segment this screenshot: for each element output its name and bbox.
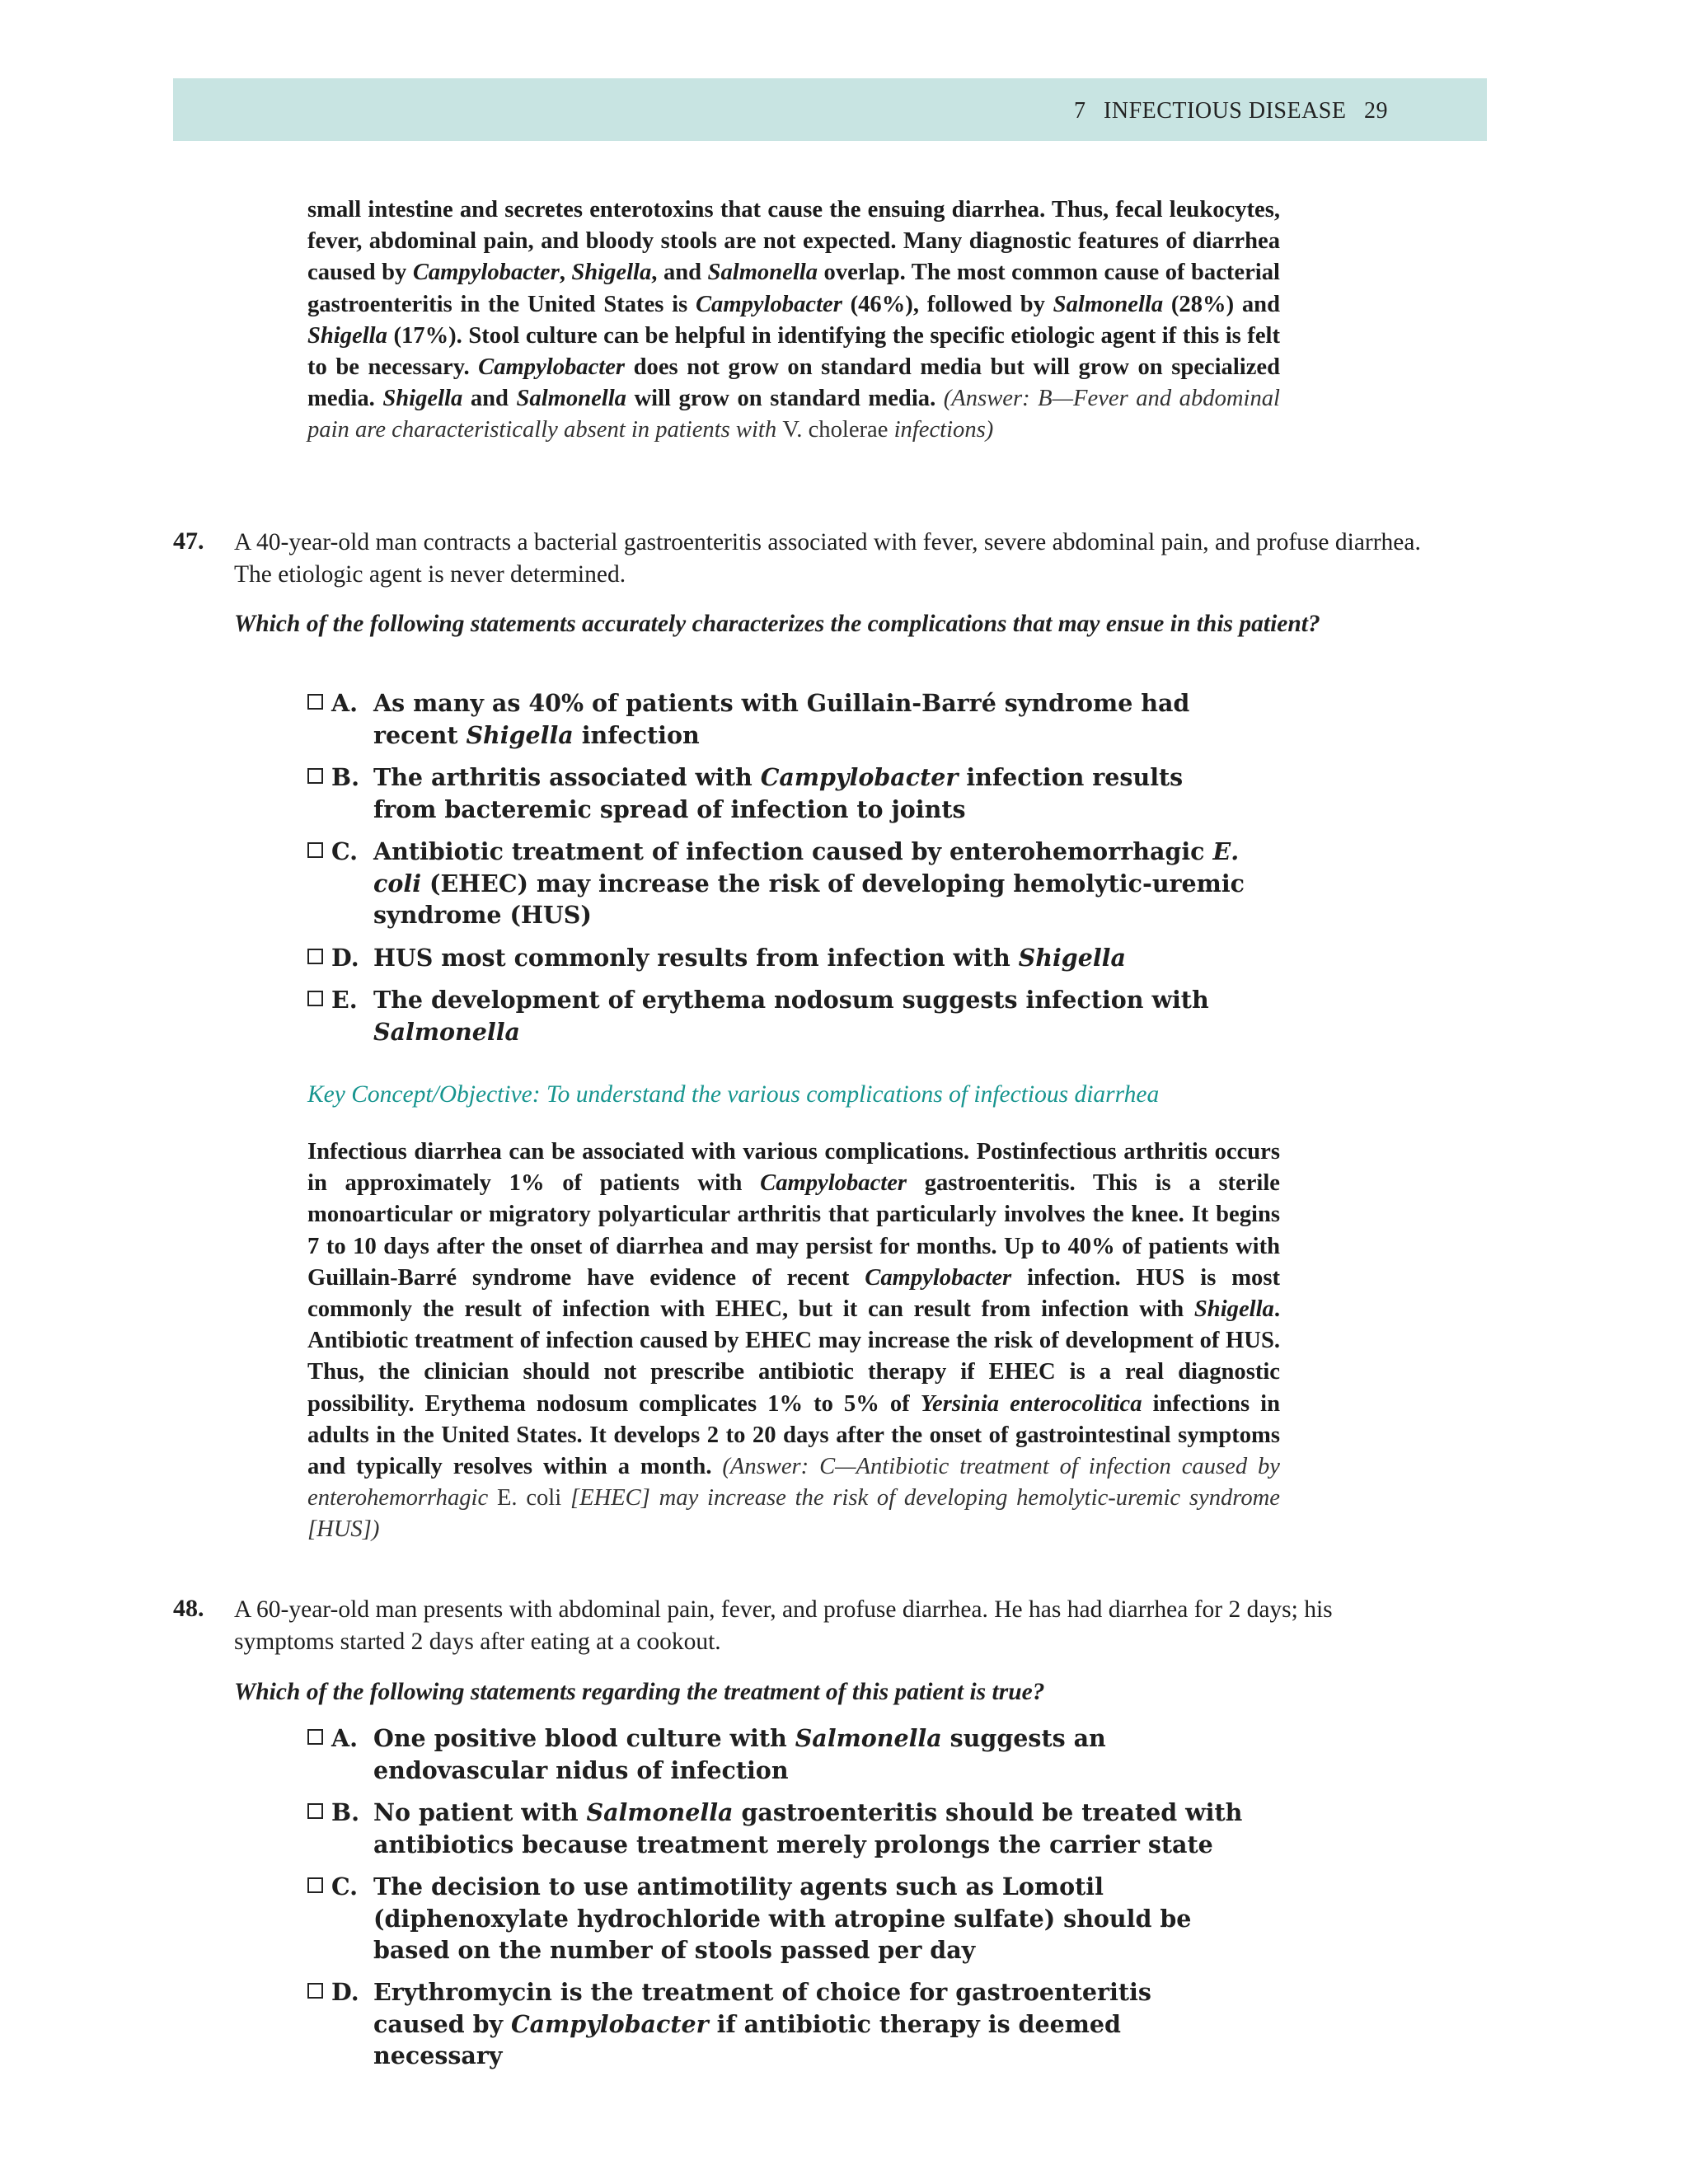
answer-option-a[interactable]: A. One positive blood culture with Salmonella suggests an endovascular nidus of infection — [307, 1722, 1247, 1755]
explanation-47: Infectious diarrhea can be associated with various complications. Postinfectious arthritis occurs in approximately 1% of patients with Campylobacter gastroenteritis. This is a sterile monoarticular or migratory polyarticular arthritis that particularly involves the knee. It begins 7 to 10 days after the onset of diarrhea and may persist for months. Up to 40% of patients with Guillain-Barré syndrome have evidence of recent Campylobacter infection. HUS is most commonly the result of infection with EHEC, but it can result from infection with Shigella. Antibiotic treatment of infection caused by EHEC may increase the risk of development of HUS. Thus, the clinician should not prescribe antibiotic therapy if EHEC is a real diagnostic possibility. Erythema nodosum complicates 1% to 5% of Yersinia enterocolitica infections in adults in the United States. It develops 2 to 20 days after the onset of gastrointestinal symptoms and typically resolves within a month. (Answer: C—Antibiotic treatment of infection caused by enterohemorrhagic E. coli [EHEC] may increase the risk of developing hemolytic-uremic syndrome [HUS]) — [307, 1139, 1281, 1543]
question-stem: A 60-year-old man presents with abdominal pain, fever, and profuse diarrhea. He has had diarrhea for 2 days; his symptoms started 2 days after eating at a cookout. — [234, 1596, 1333, 1655]
checkbox-icon[interactable] — [307, 1983, 323, 1999]
answer-option-a[interactable]: A. As many as 40% of patients with Guillain-Barré syndrome had recent Shigella infection — [307, 687, 1247, 719]
chapter-title: INFECTIOUS DISEASE — [1104, 98, 1347, 124]
checkbox-icon[interactable] — [307, 991, 323, 1006]
question-number: 47. — [173, 527, 204, 555]
question-stem: A 40-year-old man contracts a bacterial gastroenteritis associated with fever, severe abdominal pain, and profuse diarrhea. The etiologic agent is never determined. — [234, 529, 1421, 588]
checkbox-icon[interactable] — [307, 1803, 323, 1819]
previous-explanation: small intestine and secretes enterotoxins that cause the ensuing diarrhea. Thus, fecal leukocytes, fever, abdominal pain, and bloody stools are not expected. Many diagnostic features of diarrhea caused by Campylobacter, Shigella, and Salmonella overlap. The most common cause of bacterial gastroenteritis in the United States is Campylobacter (46%), followed by Salmonella (28%) and Shigella (17%). Stool culture can be helpful in identifying the specific etiologic agent if this is felt to be necessary. Campylobacter does not grow on standard media but will grow on specialized media. Shigella and Salmonella will grow on standard media. (Answer: B—Fever and abdominal pain are characteristically absent in patients with V. cholerae infections) — [307, 197, 1281, 443]
checkbox-icon[interactable] — [307, 1729, 323, 1745]
answer-46: (Answer: B—Fever and abdominal pain are characteristically absent in patients with V. cholerae infections) — [307, 386, 1280, 443]
answer-47: (Answer: C—Antibiotic treatment of infection caused by enterohemorrhagic E. coli [EHEC] may increase the risk of developing hemolytic-uremic syndrome [HUS]) — [307, 1454, 1280, 1543]
chapter-number: 7 — [1074, 98, 1086, 124]
checkbox-icon[interactable] — [307, 768, 323, 784]
header-text — [1062, 98, 1388, 124]
answer-option-d[interactable]: D. Erythromycin is the treatment of choice for gastroenteritis caused by Campylobacter if antibiotic therapy is deemed necessary — [307, 1976, 1247, 2008]
answer-option-c[interactable]: C. Antibiotic treatment of infection caused by enterohemorrhagic E. coli (EHEC) may increase the risk of developing hemolytic-uremic syndrome (HUS) — [307, 836, 1247, 868]
page-number: 29 — [1364, 98, 1388, 124]
answer-option-e[interactable]: E. The development of erythema nodosum suggests infection with Salmonella — [307, 984, 1247, 1016]
checkbox-icon[interactable] — [307, 949, 323, 964]
checkbox-icon[interactable] — [307, 1877, 323, 1893]
answer-option-d[interactable]: D. HUS most commonly results from infection with Shigella — [307, 942, 1247, 974]
checkbox-icon[interactable] — [307, 694, 323, 710]
checkbox-icon[interactable] — [307, 842, 323, 858]
answer-option-b[interactable]: B. No patient with Salmonella gastroenteritis should be treated with antibiotics because treatment merely prolongs the carrier state — [307, 1797, 1247, 1829]
answer-option-b[interactable]: B. The arthritis associated with Campylobacter infection results from bacteremic spread of infection to joints — [307, 762, 1247, 794]
question-number: 48. — [173, 1595, 204, 1622]
question-prompt: Which of the following statements regarding the treatment of this patient is true? — [234, 1679, 1045, 1705]
answer-option-c[interactable]: C. The decision to use antimotility agents such as Lomotil (diphenoxylate hydrochloride with atropine sulfate) should be based on the number of stools passed per day — [307, 1871, 1247, 1903]
running-header — [173, 78, 1487, 141]
key-concept: Key Concept/Objective: To understand the various complications of infectious diarrhea — [307, 1081, 1160, 1108]
question-prompt: Which of the following statements accurately characterizes the complications that may ensue in this patient? — [234, 611, 1320, 637]
